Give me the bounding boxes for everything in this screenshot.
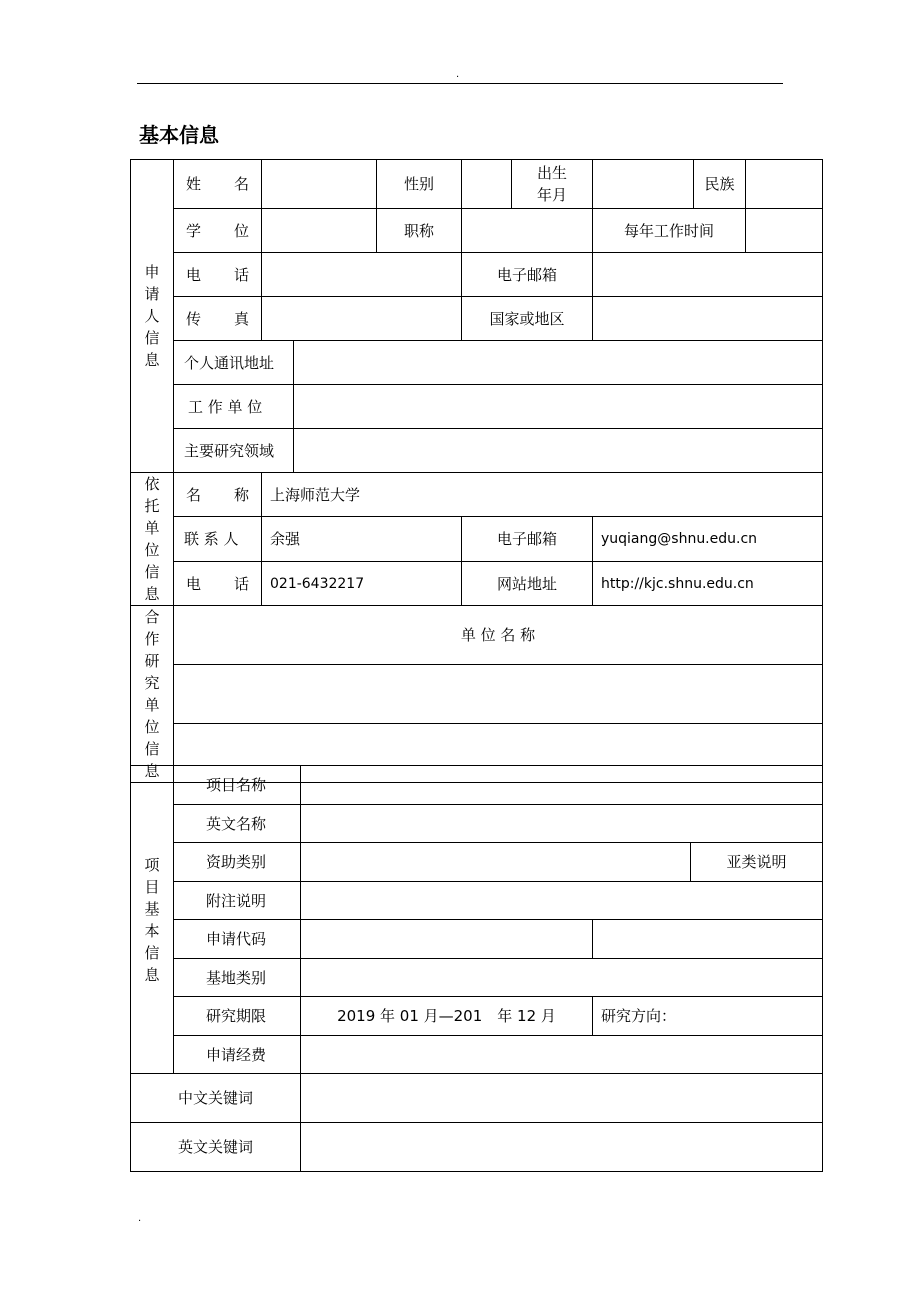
keywords-english-label: 英文关键词 [131, 1123, 301, 1172]
host-name-label: 名 称 [174, 473, 262, 517]
keywords-chinese-label: 中文关键词 [131, 1074, 301, 1123]
applicant-country-label: 国家或地区 [462, 297, 593, 341]
applicant-phone-label: 电 话 [174, 253, 262, 297]
applicant-worktime-label: 每年工作时间 [593, 209, 746, 253]
project-section-label: 项目基本信息 [131, 766, 174, 1074]
applicant-section-label: 申请人信息 [131, 160, 174, 473]
applicant-birth-label: 出生年月 [512, 160, 593, 209]
applicant-fax-value[interactable] [262, 297, 462, 341]
applicant-field-value[interactable] [294, 429, 823, 473]
host-phone-value[interactable]: 021-6432217 [262, 562, 462, 606]
footer-dot: . [138, 1213, 142, 1224]
project-code-value-1[interactable] [301, 920, 593, 959]
project-budget-label: 申请经费 [174, 1036, 301, 1074]
applicant-title-label: 职称 [377, 209, 462, 253]
project-budget-value[interactable] [301, 1036, 823, 1074]
partner-header: 单 位 名 称 [174, 606, 823, 665]
applicant-gender-label: 性别 [377, 160, 462, 209]
applicant-degree-label: 学 位 [174, 209, 262, 253]
project-subtype-label: 亚类说明 [691, 843, 823, 882]
page-title: 基本信息 [139, 123, 219, 147]
partner-row-1[interactable] [174, 665, 823, 724]
applicant-employer-label: 工 作 单 位 [174, 385, 294, 429]
applicant-ethnicity-value[interactable] [746, 160, 823, 209]
project-note-value[interactable] [301, 882, 823, 920]
applicant-country-value[interactable] [593, 297, 823, 341]
applicant-email-value[interactable] [593, 253, 823, 297]
applicant-gender-value[interactable] [462, 160, 512, 209]
host-website-value[interactable]: http://kjc.shnu.edu.cn [593, 562, 823, 606]
project-code-value-2[interactable] [593, 920, 823, 959]
keywords-chinese-value[interactable] [301, 1074, 823, 1123]
keywords-english-value[interactable] [301, 1123, 823, 1172]
basic-info-table [130, 159, 823, 783]
project-funding-type-value[interactable] [301, 843, 691, 882]
header-dot: . [456, 69, 460, 80]
host-section-label: 依托单位信息 [131, 473, 174, 606]
applicant-degree-value[interactable] [262, 209, 377, 253]
header-rule [137, 83, 783, 84]
project-base-type-value[interactable] [301, 959, 823, 997]
applicant-birth-value[interactable] [593, 160, 694, 209]
project-english-name-label: 英文名称 [174, 805, 301, 843]
project-english-name-value[interactable] [301, 805, 823, 843]
applicant-title-value[interactable] [462, 209, 593, 253]
applicant-employer-value[interactable] [294, 385, 823, 429]
project-direction-label: 研究方向： [593, 997, 823, 1036]
host-email-value[interactable]: yuqiang@shnu.edu.cn [593, 517, 823, 562]
applicant-field-label: 主要研究领域 [174, 429, 294, 473]
partner-section-label: 合作研究单位信息 [131, 606, 174, 783]
host-phone-label: 电 话 [174, 562, 262, 606]
project-note-label: 附注说明 [174, 882, 301, 920]
applicant-worktime-value[interactable] [746, 209, 823, 253]
applicant-ethnicity-label: 民族 [694, 160, 746, 209]
applicant-email-label: 电子邮箱 [462, 253, 593, 297]
project-period-value[interactable]: 2019 年 01 月—201 年 12 月 [301, 997, 593, 1036]
host-contact-value[interactable]: 余强 [262, 517, 462, 562]
applicant-address-value[interactable] [294, 341, 823, 385]
project-name-label: 项目名称 [174, 766, 301, 805]
host-name-value[interactable]: 上海师范大学 [262, 473, 823, 517]
applicant-fax-label: 传 真 [174, 297, 262, 341]
applicant-address-label: 个人通讯地址 [174, 341, 294, 385]
project-base-type-label: 基地类别 [174, 959, 301, 997]
host-website-label: 网站地址 [462, 562, 593, 606]
host-email-label: 电子邮箱 [462, 517, 593, 562]
applicant-phone-value[interactable] [262, 253, 462, 297]
applicant-name-label: 姓 名 [174, 160, 262, 209]
project-name-value[interactable] [301, 766, 823, 805]
project-info-table [130, 765, 823, 1172]
project-funding-type-label: 资助类别 [174, 843, 301, 882]
project-code-label: 申请代码 [174, 920, 301, 959]
project-period-label: 研究期限 [174, 997, 301, 1036]
host-contact-label: 联 系 人 [174, 517, 262, 562]
applicant-name-value[interactable] [262, 160, 377, 209]
